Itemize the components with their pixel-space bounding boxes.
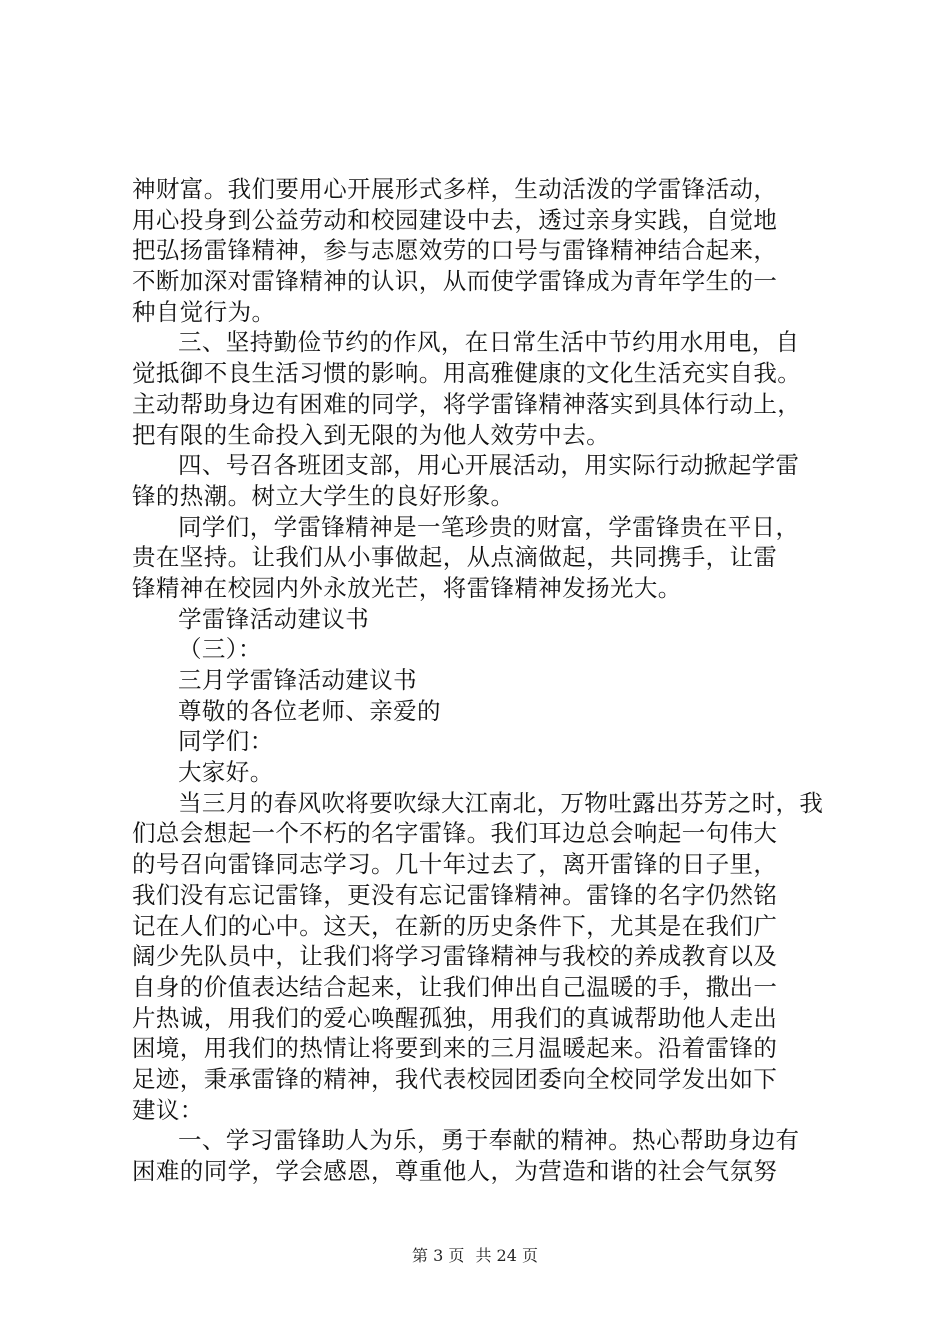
- text-line: 自身的价值表达结合起来，让我们伸出自己温暖的手，撒出一: [132, 972, 778, 1001]
- text-line: 的号召向雷锋同志学习。几十年过去了，离开雷锋的日子里，: [132, 850, 778, 879]
- text-line: 神财富。我们要用心开展形式多样，生动活泼的学雷锋活动，: [132, 175, 778, 203]
- text-line: 阔少先队员中，让我们将学习雷锋精神与我校的养成教育以及: [132, 942, 778, 971]
- text-line: 记在人们的心中。这天，在新的历史条件下，尤其是在我们广: [132, 911, 778, 940]
- text-line: 们总会想起一个不朽的名字雷锋。我们耳边总会响起一句伟大: [132, 819, 778, 848]
- text-line: 主动帮助身边有困难的同学，将学雷锋精神落实到具体行动上，: [132, 389, 802, 418]
- text-line: 学雷锋活动建议书: [178, 604, 370, 633]
- text-line: 当三月的春风吹将要吹绿大江南北，万物吐露出芬芳之时，我: [178, 788, 824, 817]
- text-line: 觉抵御不良生活习惯的影响。用高雅健康的文化生活充实自我。: [132, 359, 802, 388]
- page-footer: [0, 1243, 950, 1266]
- text-line: 同学们：: [178, 727, 274, 756]
- body-text: [132, 174, 842, 1187]
- text-line: 三、坚持勤俭节约的作风，在日常生活中节约用水用电，自: [178, 328, 800, 357]
- text-line: 同学们，学雷锋精神是一笔珍贵的财富，学雷锋贵在平日，: [178, 512, 800, 541]
- text-line: 我们没有忘记雷锋，更没有忘记雷锋精神。雷锋的名字仍然铭: [132, 880, 778, 909]
- text-line: 一、学习雷锋助人为乐，勇于奉献的精神。热心帮助身边有: [178, 1126, 800, 1155]
- text-line: 大家好。: [178, 758, 274, 787]
- text-line: 三月学雷锋活动建议书: [178, 666, 417, 694]
- text-line: 四、号召各班团支部，用心开展活动，用实际行动掀起学雷: [178, 451, 800, 480]
- text-line: （三）：: [178, 635, 262, 664]
- text-line: 尊敬的各位老师、亲爱的: [178, 696, 441, 725]
- text-line: 把有限的生命投入到无限的为他人效劳中去。: [132, 420, 610, 449]
- page-total: 共 24 页: [475, 1246, 538, 1265]
- text-line: 困境，用我们的热情让将要到来的三月温暖起来。沿着雷锋的: [132, 1034, 778, 1063]
- text-line: 锋精神在校园内外永放光芒，将雷锋精神发扬光大。: [132, 573, 682, 602]
- text-line: 用心投身到公益劳动和校园建设中去，透过亲身实践，自觉地: [132, 205, 778, 234]
- text-line: 贵在坚持。让我们从小事做起，从点滴做起，共同携手，让雷: [132, 543, 778, 572]
- text-line: 锋的热潮。树立大学生的良好形象。: [132, 481, 515, 510]
- text-line: 困难的同学，学会感恩，尊重他人，为营造和谐的社会气氛努: [132, 1157, 778, 1185]
- text-line: 把弘扬雷锋精神，参与志愿效劳的口号与雷锋精神结合起来，: [132, 236, 778, 265]
- text-line: 足迹，秉承雷锋的精神，我代表校园团委向全校同学发出如下: [132, 1064, 778, 1093]
- text-line: 建议：: [132, 1095, 204, 1124]
- page-number: 第 3 页: [412, 1246, 465, 1265]
- text-line: 不断加深对雷锋精神的认识，从而使学雷锋成为青年学生的一: [132, 267, 778, 296]
- text-line: 种自觉行为。: [132, 297, 276, 326]
- text-line: 片热诚，用我们的爱心唤醒孤独，用我们的真诚帮助他人走出: [132, 1003, 778, 1032]
